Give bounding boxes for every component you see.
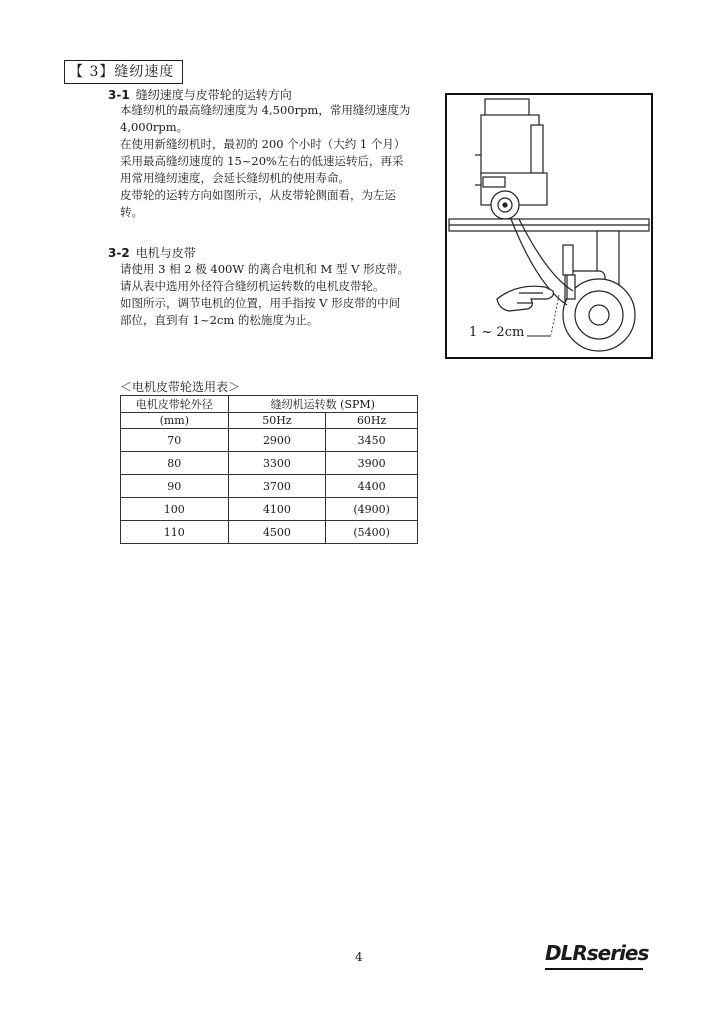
- body-line: 如图所示，调节电机的位置，用手指按 V 形皮带的中间: [120, 296, 401, 310]
- machine-top-cap: [485, 99, 529, 117]
- subsection-number: 3-1: [108, 88, 130, 102]
- table-cell: 3700: [228, 475, 326, 498]
- subsection-3-1-heading: [108, 86, 292, 103]
- brand-name: DLRseries: [545, 941, 649, 965]
- table-cell: 70: [121, 429, 229, 452]
- machine-side-plate: [531, 125, 543, 173]
- body-line: 4,000rpm。: [120, 120, 189, 134]
- subsection-title: 电机与皮带: [135, 246, 196, 260]
- table-row: [121, 498, 418, 521]
- hand-icon: [497, 286, 553, 311]
- table-cell: (4900): [326, 498, 418, 521]
- table-cell: 3300: [228, 452, 326, 475]
- body-line: 在使用新缝纫机时，最初的 200 个小时（大约 1 个月）: [120, 137, 406, 151]
- table-cell: 3900: [326, 452, 418, 475]
- table-cell: 110: [121, 521, 229, 544]
- brand-logo: [545, 941, 649, 971]
- body-line: 本缝纫机的最高缝纫速度为 4,500rpm，常用缝纫速度为: [120, 103, 411, 117]
- subsection-number: 3-2: [108, 246, 130, 260]
- motor-bracket: [563, 245, 573, 275]
- sewing-machine-belt-figure: [445, 93, 653, 359]
- body-line: 请从表中选用外径符合缝纫机运转数的电机皮带轮。: [120, 279, 385, 293]
- table-row: [121, 521, 418, 544]
- table-cell: 4500: [228, 521, 326, 544]
- body-line: 用常用缝纫速度，会延长缝纫机的使用寿命。: [120, 171, 350, 185]
- table-row: [121, 475, 418, 498]
- table-row: [121, 452, 418, 475]
- subsection-3-2-heading: [108, 244, 196, 261]
- machine-head-body: [481, 115, 539, 175]
- page-number: 4: [355, 950, 363, 964]
- slack-measurement-label: 1 ~ 2cm: [469, 325, 525, 340]
- table-caption: ＜电机皮带轮选用表＞: [120, 380, 241, 394]
- subsection-title: 缝纫速度与皮带轮的运转方向: [135, 88, 292, 102]
- table-cell: 80: [121, 452, 229, 475]
- table-row: [121, 429, 418, 452]
- table-cell: (5400): [326, 521, 418, 544]
- table-cell: 4400: [326, 475, 418, 498]
- table-cell: 3450: [326, 429, 418, 452]
- body-line: 部位，直到有 1~2cm 的松施度为止。: [120, 313, 319, 327]
- col-header-60hz: 60Hz: [326, 413, 418, 429]
- brand-underline: [545, 968, 643, 970]
- body-line: 采用最高缝纫速度的 15~20%左右的低速运转后，再采: [120, 154, 404, 168]
- col-header-50hz: 50Hz: [228, 413, 326, 429]
- table-cell: 4100: [228, 498, 326, 521]
- table-cell: 100: [121, 498, 229, 521]
- col-header-unit: (mm): [121, 413, 229, 429]
- col-header-pulley-diameter: 电机皮带轮外径: [121, 396, 229, 413]
- body-line: 转。: [120, 205, 143, 219]
- table-cell: 2900: [228, 429, 326, 452]
- body-line: 皮带轮的运转方向如图所示，从皮带轮侧面看，为左运: [120, 188, 396, 202]
- subsection-3-2-body: [120, 261, 440, 329]
- sewing-machine-illustration: [447, 95, 651, 357]
- table-cell: 90: [121, 475, 229, 498]
- col-group-header-spm: 缝纫机运转数 (SPM): [228, 396, 417, 413]
- body-line: 请使用 3 相 2 极 400W 的离合电机和 M 型 V 形皮带。: [120, 262, 410, 276]
- pulley-selection-table: [120, 395, 418, 544]
- section-title: 【 3】缝纫速度: [64, 60, 183, 84]
- subsection-3-1-body: [120, 102, 440, 221]
